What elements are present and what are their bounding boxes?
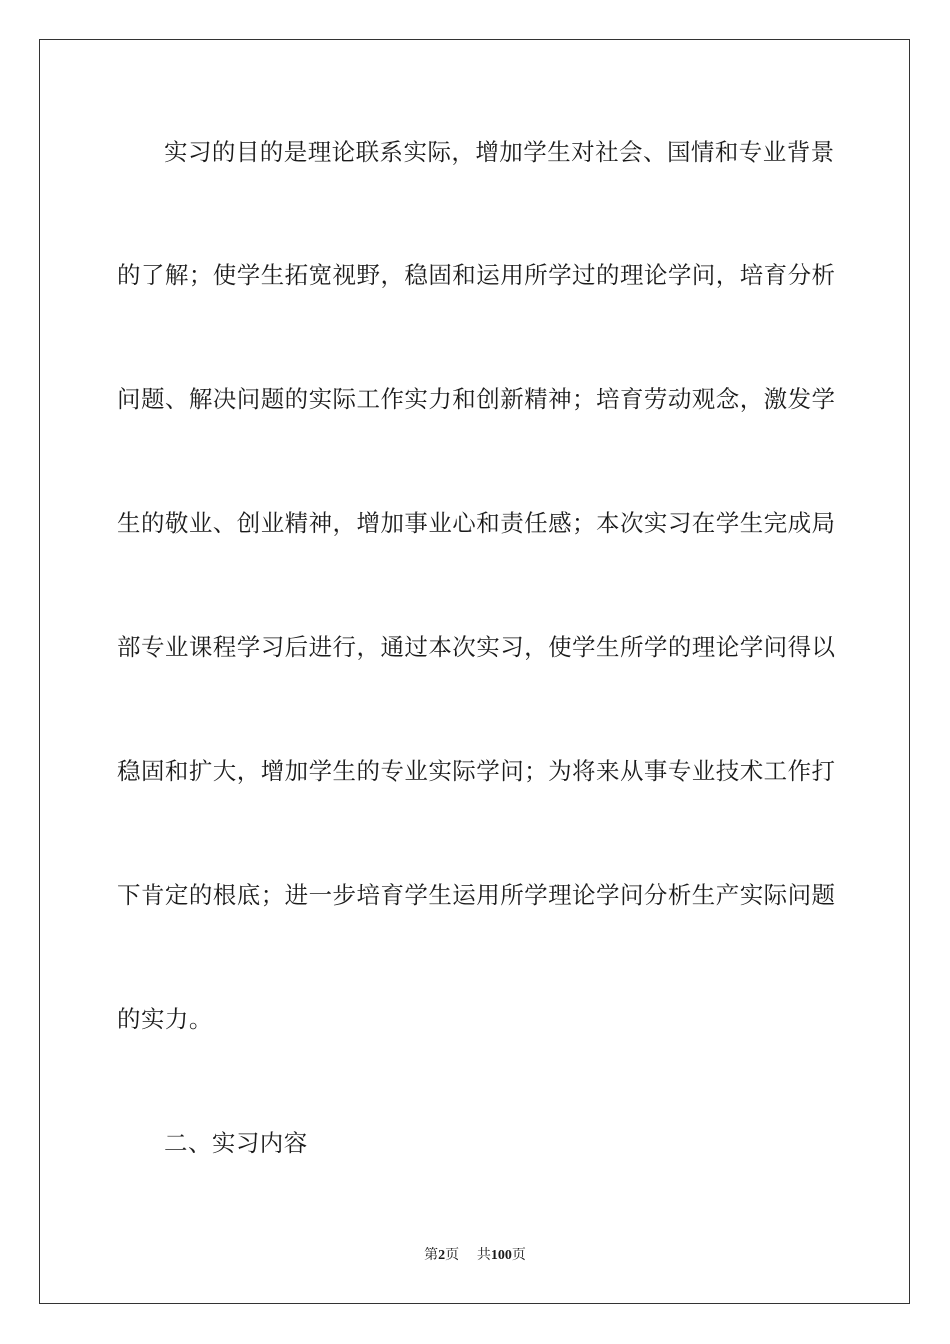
paragraph-line: 问题、解决问题的实际工作实力和创新精神；培育劳动观念，激发学 [117, 385, 836, 413]
paragraph-line: 实习的目的是理论联系实际，增加学生对社会、国情和专业背景 [164, 138, 835, 166]
footer-total-prefix: 共 [476, 1247, 491, 1263]
paragraph-line: 的了解；使学生拓宽视野，稳固和运用所学过的理论学问，培育分析 [117, 261, 836, 289]
section-heading: 二、实习内容 [164, 1129, 308, 1157]
paragraph-line: 稳固和扩大，增加学生的专业实际学问；为将来从事专业技术工作打 [117, 757, 836, 785]
paragraph-line: 的实力。 [117, 1005, 213, 1033]
footer-page-number: 2 [438, 1248, 446, 1263]
footer-total-number: 100 [490, 1248, 512, 1263]
footer-page-prefix: 第 [424, 1247, 439, 1263]
page-border [39, 39, 910, 1304]
paragraph-line: 部专业课程学习后进行，通过本次实习，使学生所学的理论学问得以 [117, 633, 836, 661]
footer-page-suffix: 页 [445, 1247, 460, 1263]
paragraph-line: 下肯定的根底；进一步培育学生运用所学理论学问分析生产实际问题 [117, 881, 836, 909]
page-footer [0, 1246, 950, 1265]
footer-total-suffix: 页 [511, 1247, 526, 1263]
paragraph-line: 生的敬业、创业精神，增加事业心和责任感；本次实习在学生完成局 [117, 509, 836, 537]
